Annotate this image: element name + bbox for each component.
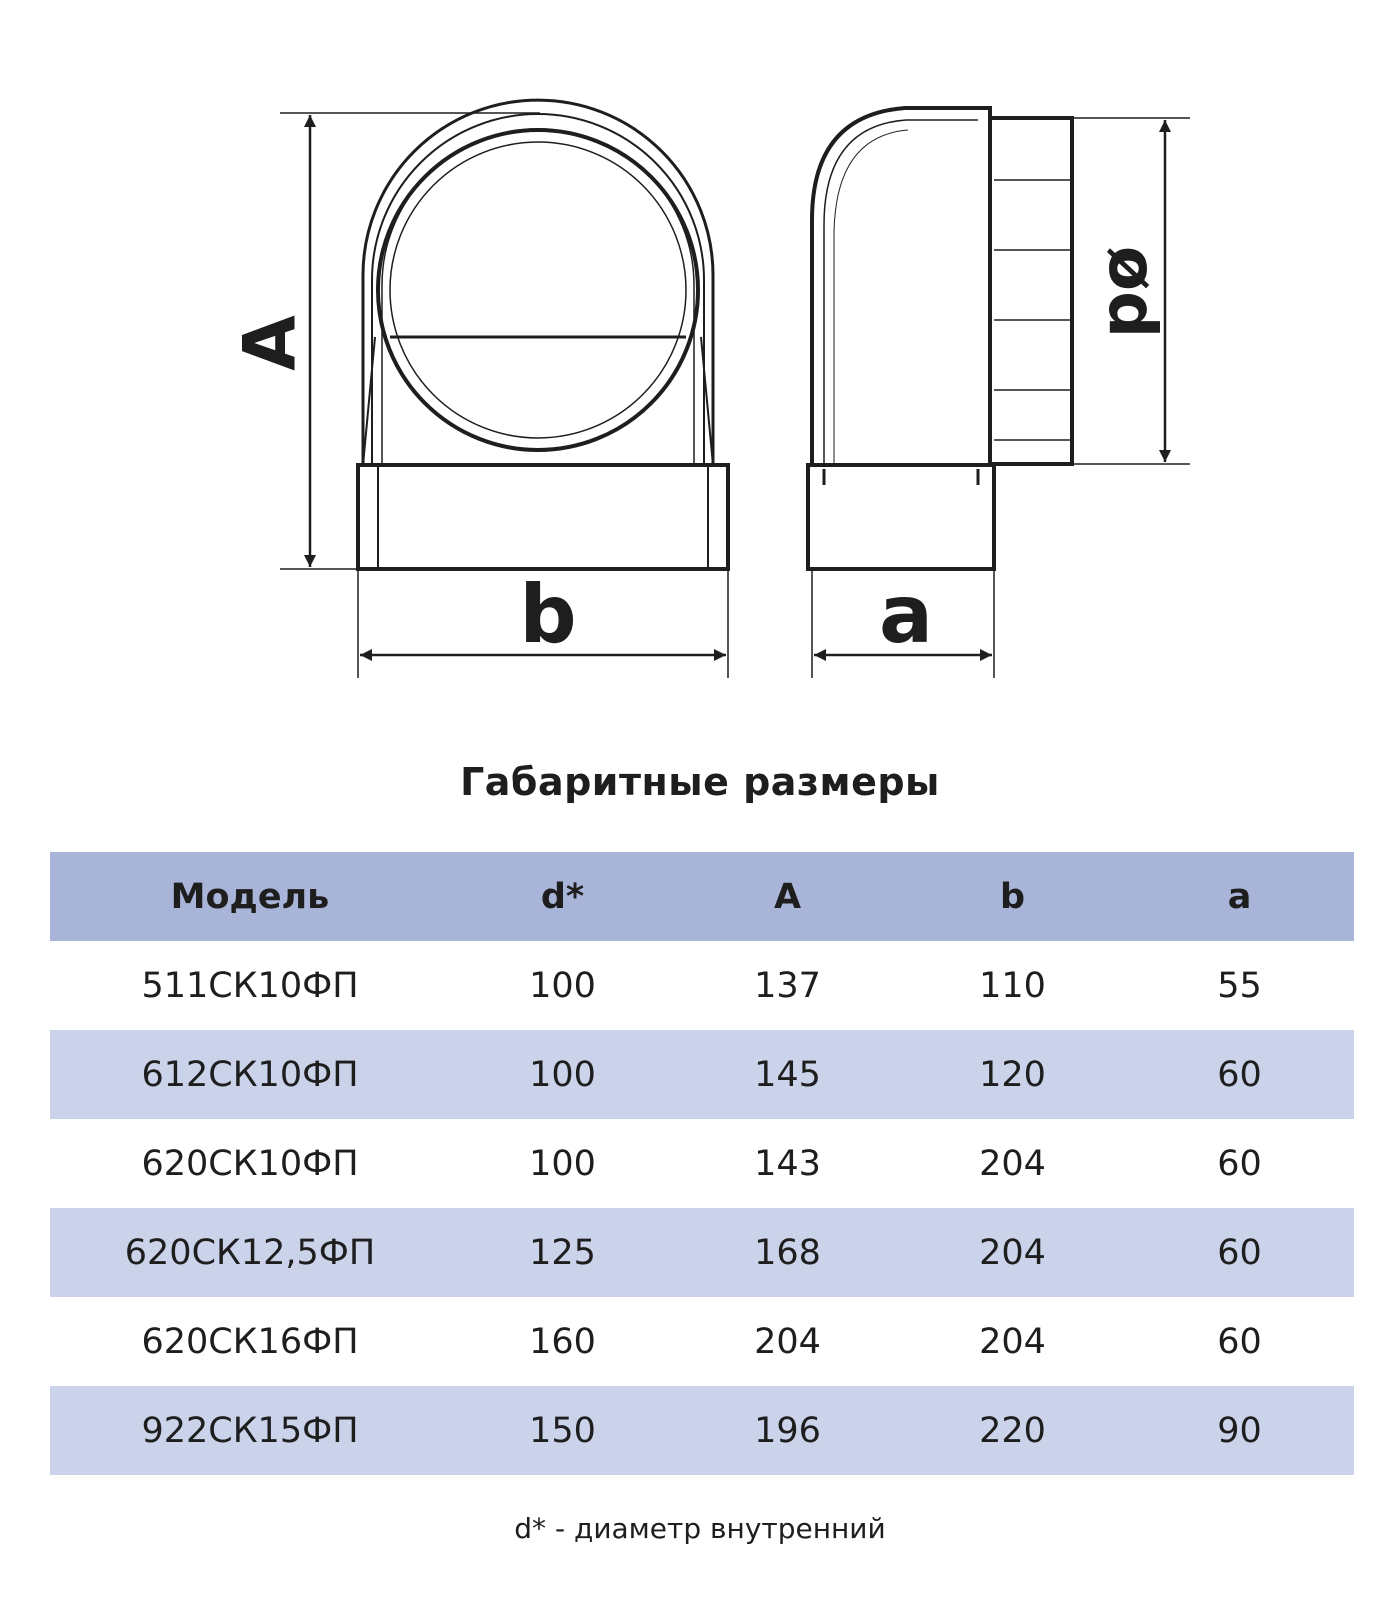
cell-A: 145 <box>754 1054 821 1095</box>
cell-model: 620СК16ФП <box>141 1321 359 1362</box>
cell-a: 60 <box>1217 1143 1262 1184</box>
table-row <box>50 1386 1354 1475</box>
cell-a: 60 <box>1217 1232 1262 1273</box>
table-header-row <box>50 852 1354 941</box>
cell-d: 160 <box>529 1321 596 1362</box>
footnote: d* - диаметр внутренний <box>514 1512 886 1545</box>
cell-model: 620СК10ФП <box>141 1143 359 1184</box>
side-view <box>808 108 1072 569</box>
column-header-a: a <box>1227 876 1252 917</box>
cell-b: 110 <box>979 965 1046 1006</box>
table-row <box>50 1297 1354 1386</box>
cell-b: 204 <box>979 1232 1046 1273</box>
cell-model: 922СК15ФП <box>141 1410 359 1451</box>
cell-a: 60 <box>1217 1054 1262 1095</box>
cell-model: 620СК12,5ФП <box>124 1232 376 1273</box>
column-header-A: A <box>773 876 802 917</box>
column-header-model: Модель <box>170 876 330 917</box>
cell-d: 100 <box>529 965 596 1006</box>
cell-b: 220 <box>979 1410 1046 1451</box>
table-row <box>50 1208 1354 1297</box>
cell-A: 137 <box>754 965 821 1006</box>
dimension-label-b: b <box>519 568 577 661</box>
cell-a: 90 <box>1217 1410 1262 1451</box>
table-row <box>50 941 1354 1030</box>
cell-A: 196 <box>754 1410 821 1451</box>
cell-d: 125 <box>529 1232 596 1273</box>
table-row <box>50 1119 1354 1208</box>
column-header-d: d* <box>540 876 585 917</box>
cell-b: 204 <box>979 1321 1046 1362</box>
cell-A: 204 <box>754 1321 821 1362</box>
cell-model: 612СК10ФП <box>141 1054 359 1095</box>
technical-drawing <box>0 0 1400 700</box>
dimension-label-A: A <box>227 315 312 371</box>
table-row <box>50 1030 1354 1119</box>
dimension-label-a: a <box>879 568 933 661</box>
cell-d: 150 <box>529 1410 596 1451</box>
dimension-label-diameter: ød <box>1093 245 1171 339</box>
cell-model: 511СК10ФП <box>141 965 359 1006</box>
cell-b: 204 <box>979 1143 1046 1184</box>
cell-a: 60 <box>1217 1321 1262 1362</box>
cell-A: 143 <box>754 1143 821 1184</box>
cell-A: 168 <box>754 1232 821 1273</box>
cell-d: 100 <box>529 1143 596 1184</box>
cell-a: 55 <box>1217 965 1262 1006</box>
cell-d: 100 <box>529 1054 596 1095</box>
front-view <box>358 100 728 569</box>
dimensions-table <box>50 852 1354 1475</box>
cell-b: 120 <box>979 1054 1046 1095</box>
column-header-b: b <box>999 876 1026 917</box>
page-title: Габаритные размеры <box>460 760 940 804</box>
